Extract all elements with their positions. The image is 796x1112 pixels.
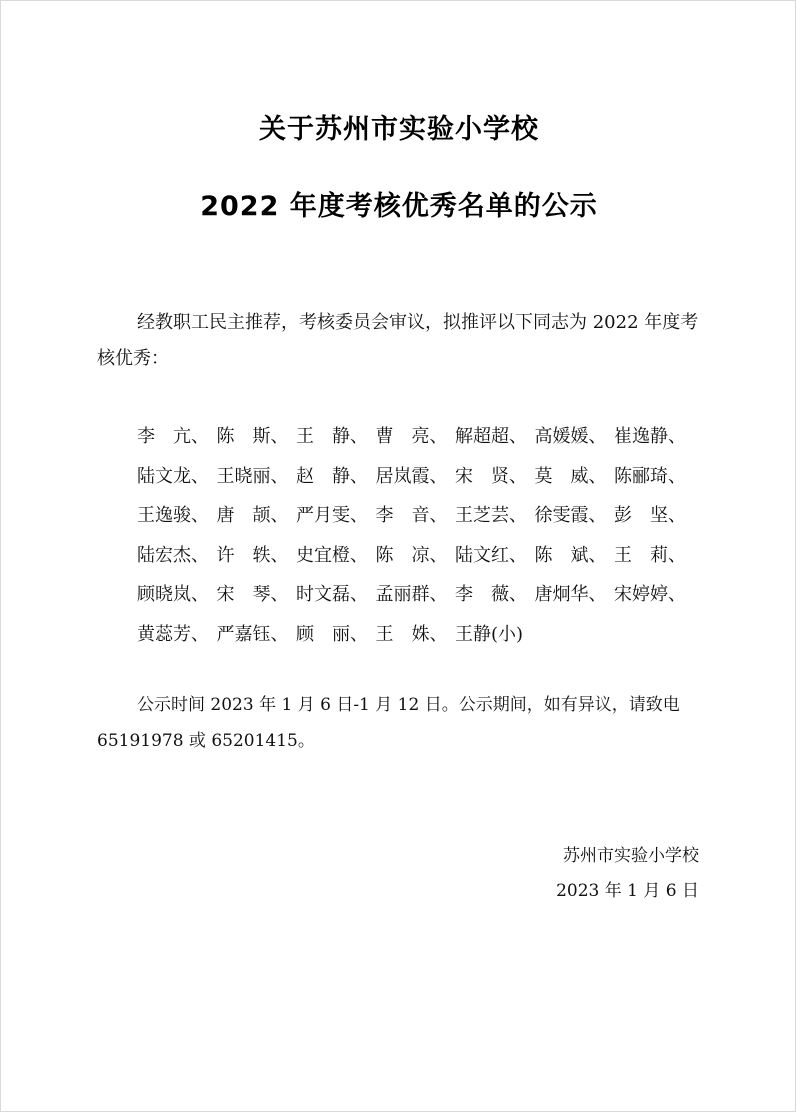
name-entry: 陆宏杰、	[137, 544, 209, 566]
document-title-line1: 关于苏州市实验小学校	[259, 114, 539, 145]
name-row	[137, 536, 737, 576]
name-entry: 徐雯霞、	[534, 505, 607, 526]
name-entry: 严月雯、	[296, 505, 368, 526]
name-entry: 陈郦琦、	[614, 465, 686, 487]
name-entry: 陆文龙、	[137, 465, 209, 487]
name-entry: 宋 贤、	[455, 465, 527, 487]
name-entry: 孟丽群、	[375, 584, 448, 605]
name-entry: 史宜橙、	[296, 544, 368, 566]
name-entry: 严嘉钰、	[216, 623, 289, 645]
name-row	[137, 575, 737, 615]
name-entry: 唐炯华、	[534, 584, 607, 605]
name-entry: 莫 威、	[534, 465, 607, 487]
name-row	[137, 496, 737, 536]
name-entry: 李 薇、	[455, 584, 527, 605]
intro-paragraph	[97, 305, 701, 377]
name-entry: 陈 斌、	[534, 544, 607, 566]
name-entry: 李 亢、	[137, 426, 209, 447]
notice-text: 公示时间 2023 年 1 月 6 日-1 月 12 日。公示期间，如有异议，请致电 65191978 或 65201415。	[97, 695, 680, 751]
name-row	[137, 457, 737, 497]
name-entry: 陆文红、	[455, 544, 527, 566]
name-entry: 王 姝、	[375, 623, 448, 645]
name-entry: 王 静、	[296, 426, 368, 447]
name-entry: 王芝芸、	[455, 505, 527, 526]
name-row	[137, 417, 737, 457]
name-entry: 王 莉、	[614, 544, 686, 566]
name-entry: 曹 亮、	[375, 426, 448, 447]
name-entry: 赵 静、	[296, 465, 368, 487]
name-entry: 解超超、	[455, 426, 527, 447]
name-entry: 唐 颉、	[216, 505, 289, 526]
document-title-line2: 2022 年度考核优秀名单的公示	[200, 191, 598, 222]
signature-date: 2023 年 1 月 6 日	[556, 881, 699, 901]
honoree-name-list	[137, 417, 737, 654]
name-entry: 王静(小)	[455, 623, 524, 645]
name-entry: 高媛媛、	[534, 426, 607, 447]
name-entry: 顾晓岚、	[137, 584, 209, 605]
name-entry: 顾 丽、	[296, 623, 368, 645]
notice-paragraph	[97, 687, 701, 759]
name-entry: 陈 斯、	[216, 426, 289, 447]
name-entry: 黄蕊芳、	[137, 623, 209, 645]
name-entry: 许 轶、	[216, 544, 289, 566]
name-entry: 王晓丽、	[216, 465, 289, 487]
intro-text: 经教职工民主推荐，考核委员会审议，拟推评以下同志为 2022 年度考核优秀：	[97, 312, 699, 369]
name-entry: 崔逸静、	[614, 426, 686, 447]
name-entry: 宋 琴、	[216, 584, 289, 605]
name-entry: 居岚霞、	[375, 465, 448, 487]
name-entry: 王逸骏、	[137, 505, 209, 526]
name-entry: 陈 凉、	[375, 544, 448, 566]
signature-organization: 苏州市实验小学校	[563, 846, 699, 866]
name-entry: 宋婷婷、	[614, 584, 686, 605]
name-entry: 彭 坚、	[614, 505, 686, 526]
name-entry: 时文磊、	[296, 584, 368, 605]
name-row	[137, 615, 737, 655]
name-entry: 李 音、	[375, 505, 448, 526]
